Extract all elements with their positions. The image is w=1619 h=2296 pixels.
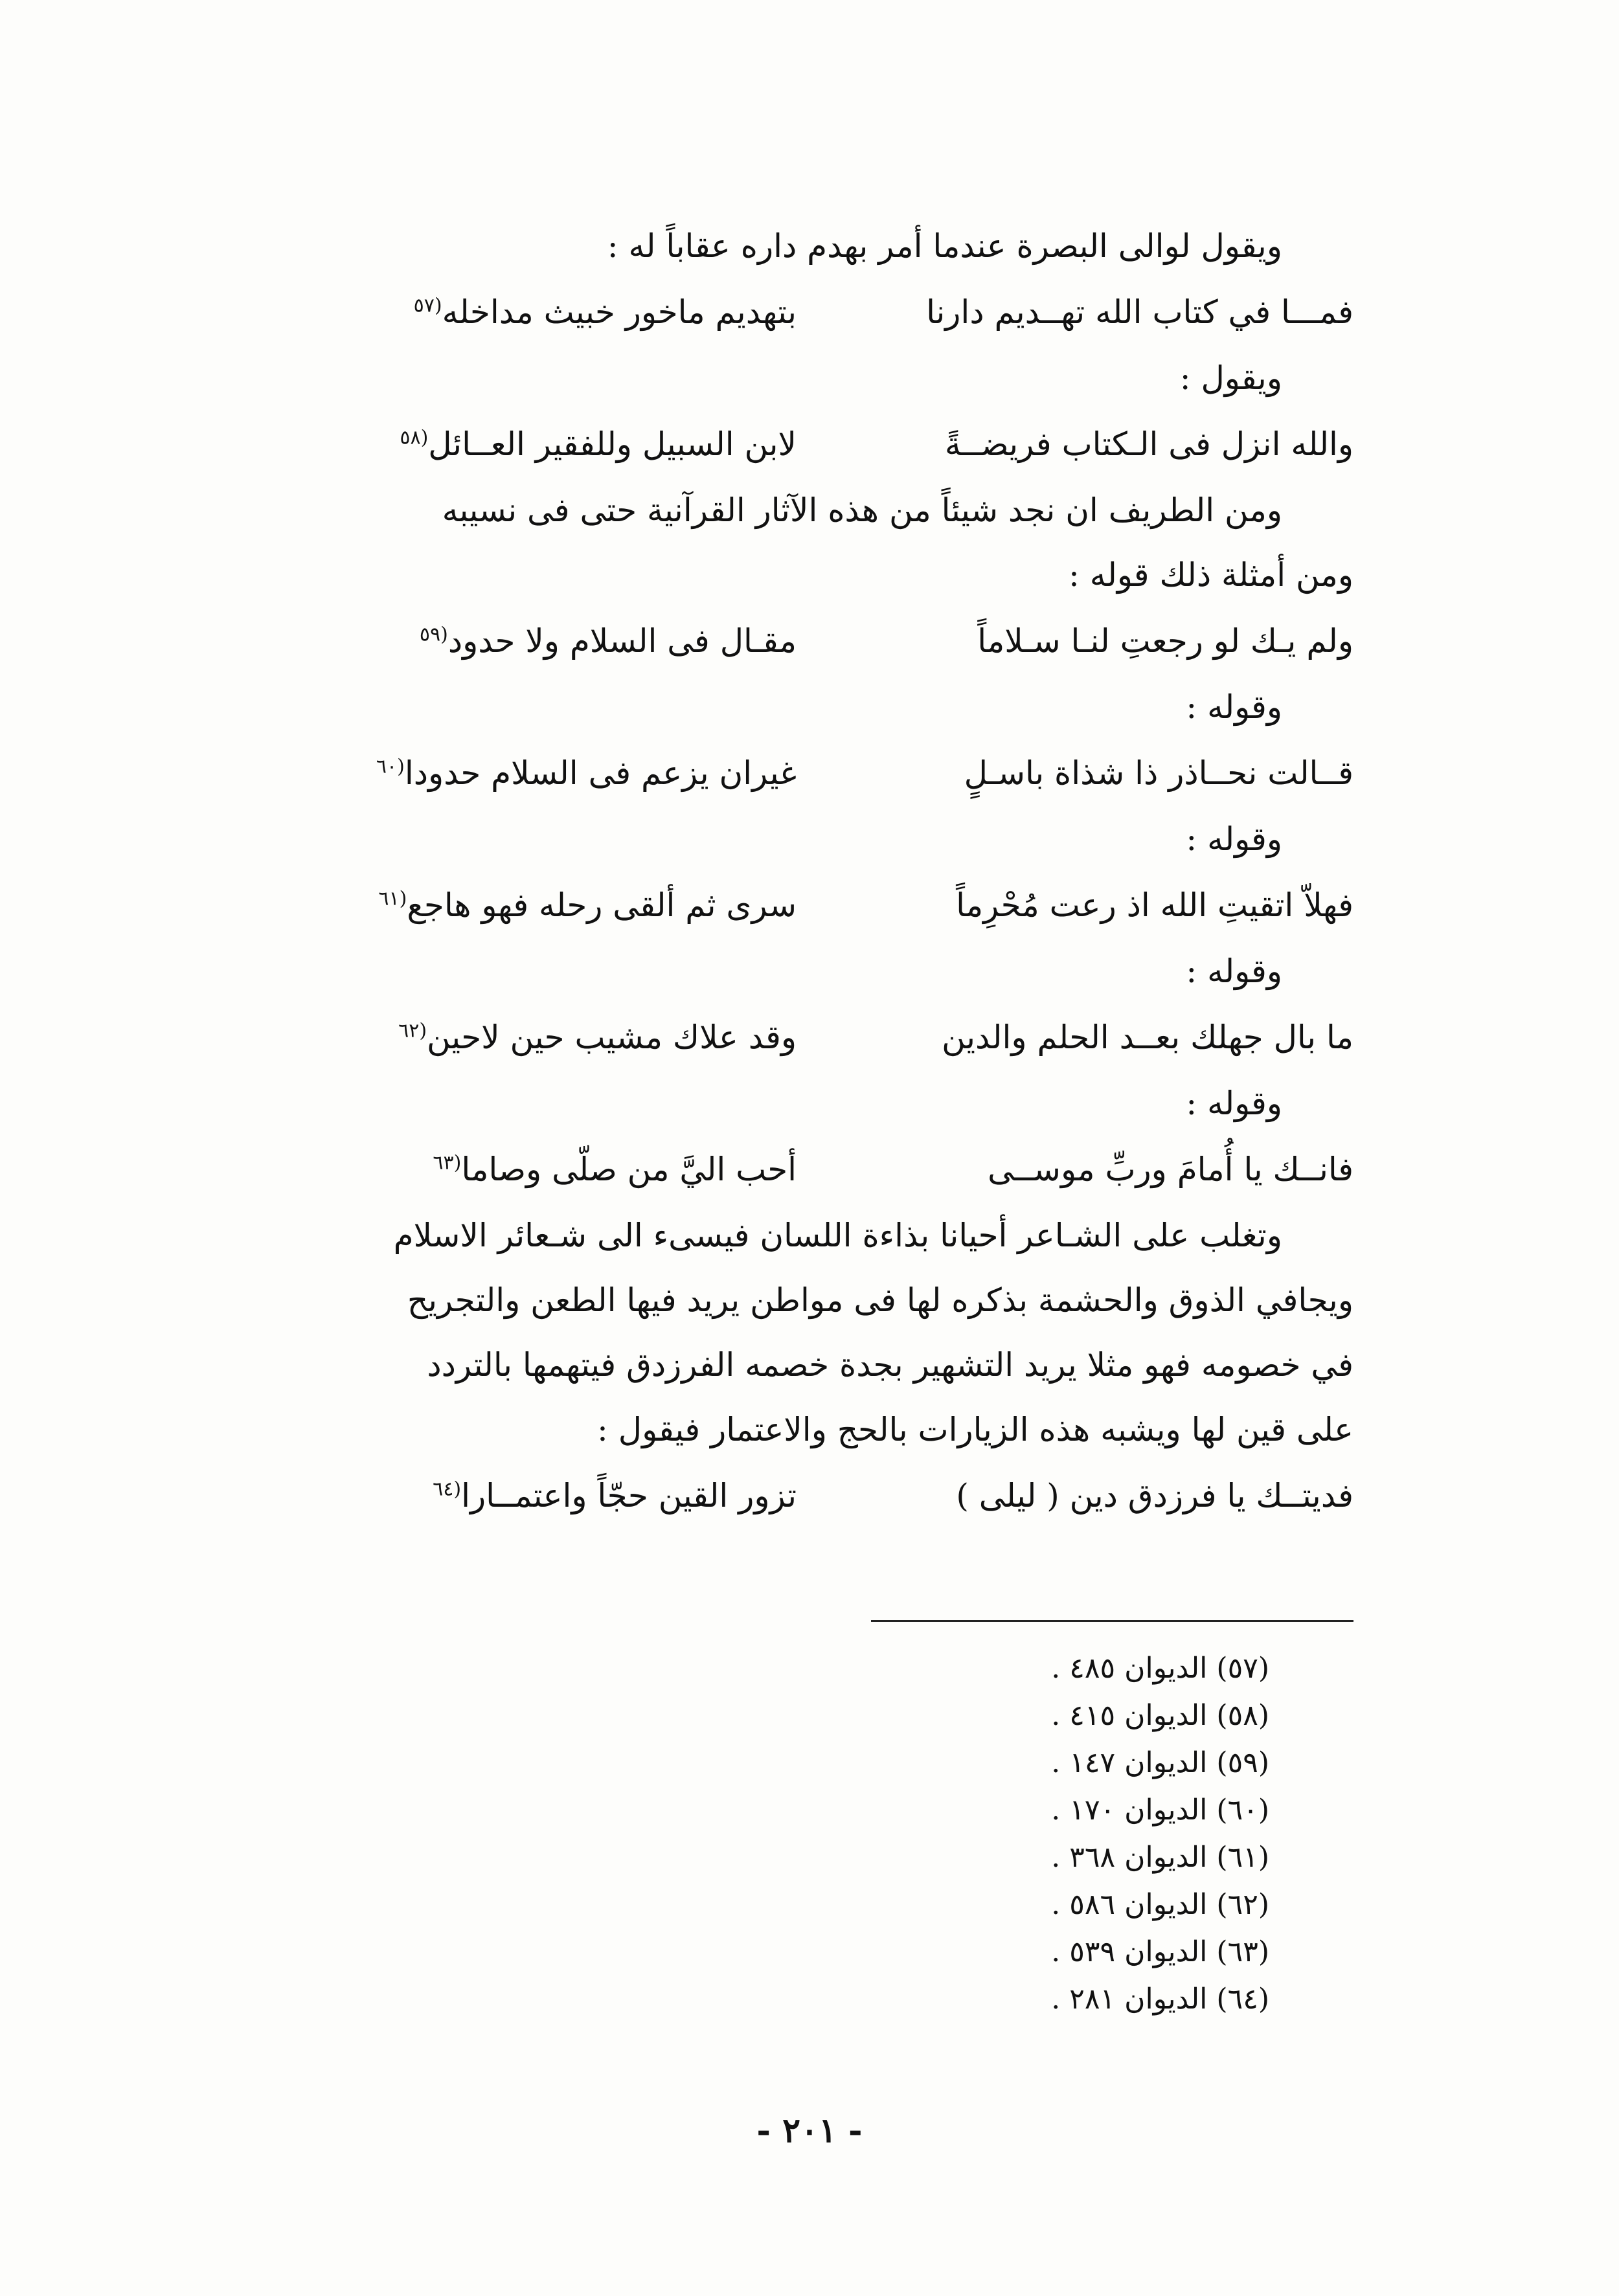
footnote-marker: (٦٠ — [376, 755, 405, 778]
paragraph-line: ومن أمثلة ذلك قوله : — [1069, 556, 1353, 594]
hemistich-text: غيران يزعم فى السلام حدودا — [404, 754, 797, 792]
verse-first-hemistich: ما بال جهلك بعــد الحلم والدين — [942, 1019, 1353, 1056]
footnote-marker: (٥٩ — [419, 623, 448, 646]
quote-label: ويقول : — [1179, 359, 1282, 397]
verse-first-hemistich: ولم يـك لو رجعتِ لنـا سـلاماً — [977, 622, 1353, 660]
quote-label: وقوله : — [1186, 1085, 1282, 1122]
verse-first-hemistich: قــالت نحــاذر ذا شذاة باسـلٍ — [964, 754, 1353, 792]
verse-58 — [266, 411, 1353, 478]
footnote-marker: (٥٧ — [413, 294, 442, 317]
verse-59 — [266, 607, 1353, 675]
footnote-marker: (٦٣ — [433, 1151, 462, 1175]
verse-62 — [266, 1004, 1353, 1071]
footnote-divider — [871, 1620, 1353, 1622]
verse-64 — [266, 1462, 1353, 1529]
hemistich-text: بتهديم ماخور خبيث مداخله — [442, 293, 797, 331]
paragraph-line: على قين لها ويشبه هذه الزيارات بالحج والاعتمار فيقول : — [597, 1411, 1353, 1448]
quote-label: وقوله : — [1186, 688, 1282, 726]
verse-61 — [266, 872, 1353, 939]
hemistich-text: وقد علاك مشيب حين لاحين — [427, 1019, 797, 1056]
footnote-item: (٦٤) الديوان ٢٨١ . — [1051, 1983, 1269, 2016]
footnote-item: (٥٨) الديوان ٤١٥ . — [1051, 1699, 1269, 1732]
verse-first-hemistich: والله انزل فى الـكتاب فريضــةً — [944, 425, 1353, 463]
paragraph-line: في خصومه فهو مثلا يريد التشهير بجدة خصمه الفرزدق فيتهمها بالتردد — [427, 1346, 1353, 1384]
main-text — [266, 214, 1353, 1529]
quote-label: وقوله : — [1186, 820, 1282, 858]
intro-line: ويقول لوالى البصرة عندما أمر بهدم داره عقاباً له : — [607, 227, 1282, 265]
verse-second-hemistich — [266, 278, 797, 346]
verse-first-hemistich: فانــك يا أُمامَ وربِّ موســى — [988, 1151, 1353, 1188]
footnote-item: (٦١) الديوان ٣٦٨ . — [1051, 1841, 1269, 1874]
footnote-marker: (٦٢ — [398, 1019, 427, 1042]
footnote-item: (٦٠) الديوان ١٧٠ . — [1051, 1794, 1269, 1827]
paragraph-line: وتغلب على الشـاعر أحيانا بذاءة اللسان فيسىء الى شـعائر الاسلام — [393, 1217, 1282, 1254]
verse-57 — [266, 278, 1353, 346]
footnote-item: (٦٣) الديوان ٥٣٩ . — [1051, 1935, 1269, 1968]
footnote-item: (٥٧) الديوان ٤٨٥ . — [1051, 1652, 1269, 1685]
verse-first-hemistich: فهلاّ اتقيتِ الله اذ رعت مُحْرِماً — [956, 886, 1353, 924]
footnote-item: (٥٩) الديوان ١٤٧ . — [1051, 1746, 1269, 1779]
verse-60 — [266, 739, 1353, 807]
hemistich-text: مقـال فى السلام ولا حدود — [447, 622, 797, 660]
quote-label: وقوله : — [1186, 952, 1282, 990]
footnote-marker: (٦٤ — [433, 1478, 462, 1501]
verse-first-hemistich: فمـــا في كتاب الله تهــديم دارنا — [926, 293, 1353, 331]
verse-first-hemistich: فديتــك يا فرزدق دين ( ليلى ) — [956, 1477, 1353, 1514]
footnotes-list — [816, 1645, 1269, 2023]
hemistich-text: سرى ثم ألقى رحله فهو هاجع — [407, 886, 797, 924]
paragraph-line: ومن الطريف ان نجد شيئاً من هذه الآثار القرآنية حتى فى نسيبه — [442, 491, 1282, 529]
verse-second-hemistich — [266, 1462, 797, 1529]
verse-second-hemistich — [266, 607, 797, 675]
verse-second-hemistich — [266, 872, 797, 939]
footnote-marker: (٥٨ — [400, 426, 429, 449]
footnote-item: (٦٢) الديوان ٥٨٦ . — [1051, 1888, 1269, 1921]
footnote-marker: (٦١ — [378, 887, 407, 910]
verse-second-hemistich — [266, 1136, 797, 1203]
hemistich-text: تزور القين حجّاً واعتمــارا — [461, 1477, 797, 1514]
hemistich-text: لابن السبيل وللفقير العــائل — [428, 425, 797, 463]
page-number: - ٢٠١ - — [756, 2111, 863, 2150]
verse-second-hemistich — [266, 739, 797, 807]
verse-second-hemistich — [266, 1004, 797, 1071]
hemistich-text: أحب اليَّ من صلّى وصاما — [461, 1151, 797, 1188]
verse-second-hemistich — [266, 411, 797, 478]
paragraph-line: ويجافي الذوق والحشمة بذكره لها فى مواطن يريد فيها الطعن والتجريح — [407, 1281, 1353, 1319]
verse-63 — [266, 1136, 1353, 1203]
